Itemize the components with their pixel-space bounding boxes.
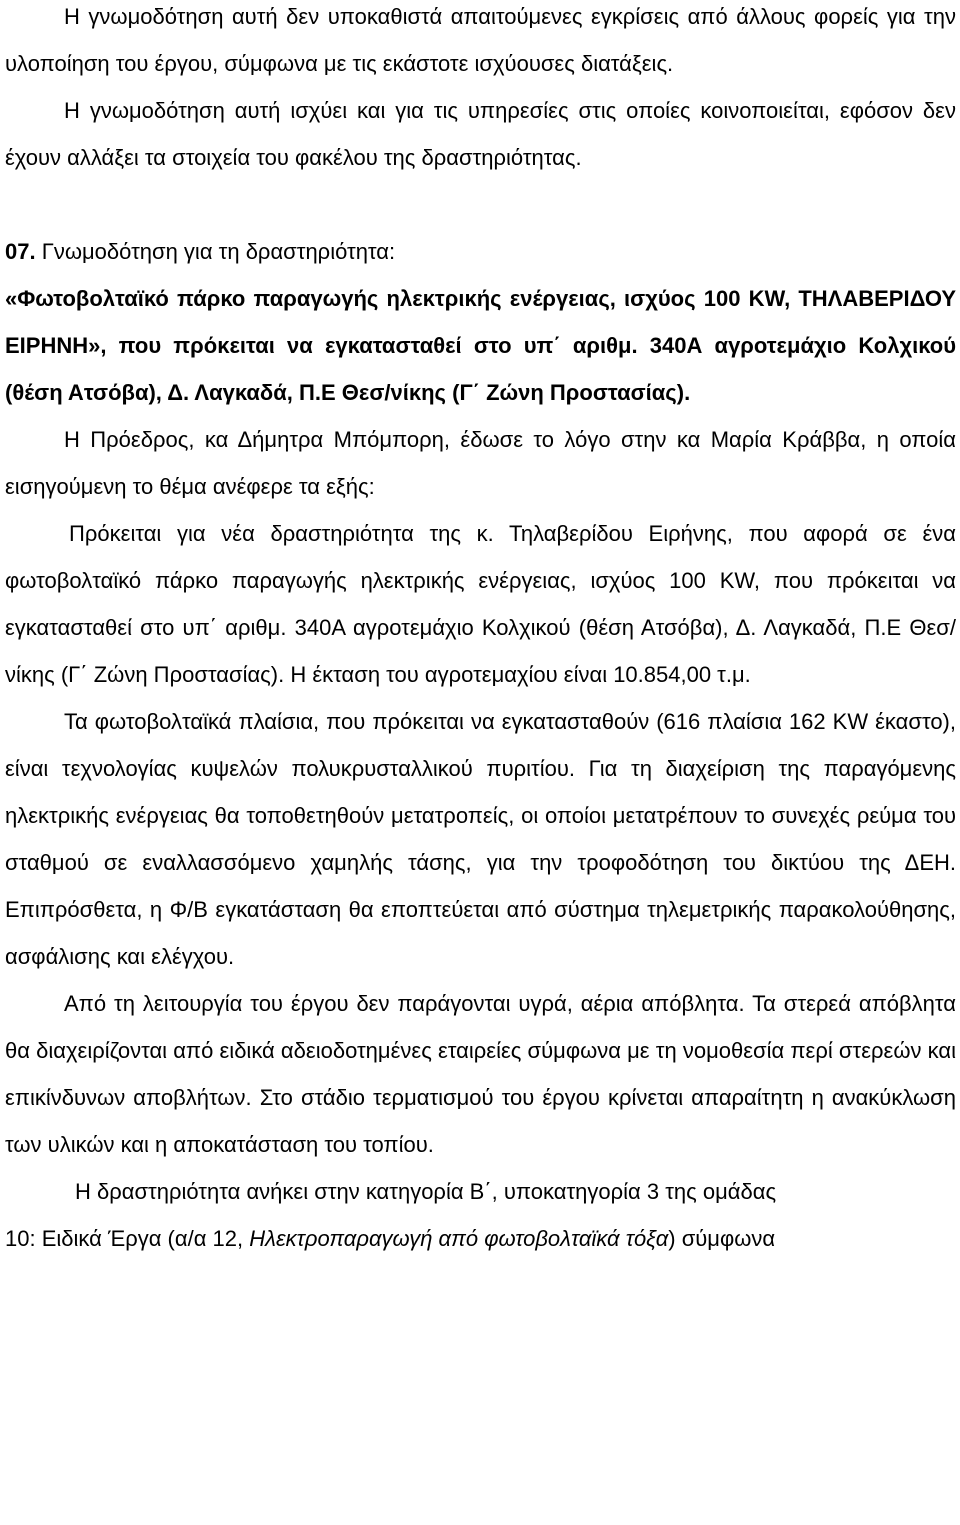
agenda-item-heading <box>5 228 956 416</box>
agenda-item-title: «Φωτοβολταϊκό πάρκο παραγωγής ηλεκτρικής ενέργειας, ισχύος 100 KW, ΤΗΛΑΒΕΡΙΔΟΥ ΕΙΡΗΝΗ», που πρόκειται να εγκατασταθεί στο υπ΄ αριθμ. 340Α αγροτεμάχιο Κολχικού (θέση Ατσόβα), Δ. Λαγκαδά, Π.Ε Θεσ/νίκης (Γ΄ Ζώνη Προστασίας). <box>5 286 956 405</box>
paragraph-category <box>5 1168 956 1262</box>
paragraph-validity-note: Η γνωμοδότηση αυτή ισχύει και για τις υπηρεσίες στις οποίες κοινοποιείται, εφόσον δεν έχουν αλλάξει τα στοιχεία του φακέλου της δραστηριότητας. <box>5 98 956 170</box>
category-line-2-italic: Ηλεκτροπαραγωγή από φωτοβολταϊκά τόξα <box>249 1226 669 1251</box>
category-line-1: Η δραστηριότητα ανήκει στην κατηγορία Β΄, υποκατηγορία 3 της ομάδας <box>75 1179 777 1204</box>
paragraph-chair-statement: Η Πρόεδρος, κα Δήμητρα Μπόμπορη, έδωσε το λόγο στην κα Μαρία Κράββα, η οποία εισηγούμενη το θέμα ανέφερε τα εξής: <box>5 427 956 499</box>
paragraph-waste-management: Από τη λειτουργία του έργου δεν παράγονται υγρά, αέρια απόβλητα. Τα στερεά απόβλητα θα διαχειρίζονται από ειδικά αδειοδοτημένες εταιρείες σύμφωνα με τη νομοθεσία περί στερεών και επικίνδυνων αποβλήτων. Στο στάδιο τερματισμού του έργου κρίνεται απαραίτητη η ανακύκλωση των υλικών και η αποκατάσταση του τοπίου. <box>5 991 956 1157</box>
paragraph-panels-description: Τα φωτοβολταϊκά πλαίσια, που πρόκειται να εγκατασταθούν (616 πλαίσια 162 KW έκαστο), είναι τεχνολογίας κυψελών πολυκρυσταλλικού πυριτίου. Για τη διαχείριση της παραγόμενης ηλεκτρικής ενέργειας θα τοποθετηθούν μετατροπείς, οι οποίοι μετατρέπουν το συνεχές ρεύμα του σταθμού σε εναλλασσόμενο χαμηλής τάσης, για την τροφοδότηση του δικτύου της ΔΕΗ. Επιπρόσθετα, η Φ/Β εγκατάσταση θα εποπτεύεται από σύστημα τηλεμετρικής παρακολούθησης, ασφάλισης και ελέγχου. <box>5 709 956 969</box>
agenda-item-intro: Γνωμοδότηση για τη δραστηριότητα: <box>35 239 396 264</box>
paragraph-approval-note: Η γνωμοδότηση αυτή δεν υποκαθιστά απαιτούμενες εγκρίσεις από άλλους φορείς για την υλοποίηση του έργου, σύμφωνα με τις εκάστοτε ισχύουσες διατάξεις. <box>5 4 956 76</box>
agenda-item-number: 07. <box>5 239 36 264</box>
category-line-2-end: ) σύμφωνα <box>668 1226 776 1251</box>
category-line-2-start: 10: Ειδικά Έργα (α/α 12, <box>5 1226 250 1251</box>
paragraph-activity-description: Πρόκειται για νέα δραστηριότητα της κ. Τηλαβερίδου Ειρήνης, που αφορά σε ένα φωτοβολταϊκό πάρκο παραγωγής ηλεκτρικής ενέργειας, ισχύος 100 KW, που πρόκειται να εγκατασταθεί στο υπ΄ αριθμ. 340Α αγροτεμάχιο Κολχικού (θέση Ατσόβα), Δ. Λαγκαδά, Π.Ε Θεσ/νίκης (Γ΄ Ζώνη Προστασίας). Η έκταση του αγροτεμαχίου είναι 10.854,00 τ.μ. <box>5 521 956 687</box>
